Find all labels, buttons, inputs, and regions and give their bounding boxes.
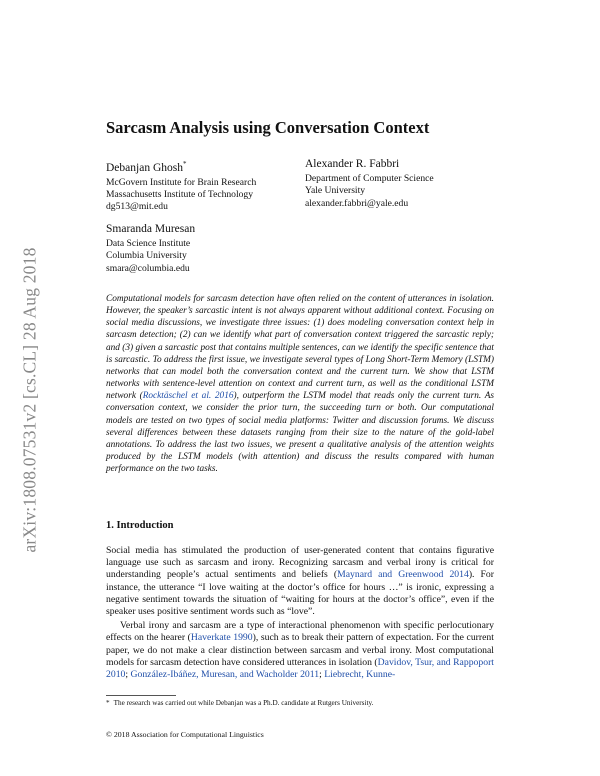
citation-link[interactable]: González-Ibáñez, Muresan, and Wacholder 2011 bbox=[130, 669, 320, 681]
citation-link[interactable]: Liebrecht, Kunne- bbox=[324, 669, 396, 681]
citation-link[interactable]: Maynard and Greenwood 2014 bbox=[337, 569, 469, 581]
author-block-2 bbox=[305, 157, 434, 210]
author-block-3 bbox=[106, 222, 195, 275]
author-name: Debanjan Ghosh* bbox=[106, 160, 187, 174]
body-text bbox=[106, 545, 494, 681]
author-email[interactable]: alexander.fabbri@yale.edu bbox=[305, 197, 409, 209]
author-affiliation: Data Science Institute bbox=[106, 238, 191, 249]
citation-link[interactable]: Davidov, Tsur, and Rappoport 2010 bbox=[106, 656, 494, 681]
author-affiliation: Columbia University bbox=[106, 250, 187, 262]
citation-link[interactable]: Haverkate 1990 bbox=[190, 632, 253, 644]
author-name: Alexander R. Fabbri bbox=[305, 158, 400, 170]
citation-link[interactable]: Rocktäschel et al. 2016 bbox=[142, 391, 234, 402]
footnote: * The research was carried out while Debanjan was a Ph.D. candidate at Rutgers University. bbox=[106, 699, 374, 707]
author-affiliation: Massachusetts Institute of Technology bbox=[106, 189, 254, 201]
footnote-divider bbox=[106, 695, 176, 696]
author-email[interactable]: smara@columbia.edu bbox=[106, 262, 190, 274]
section-heading: 1. Introduction bbox=[106, 520, 174, 531]
paragraph: Verbal irony and sarcasm are a type of interactional phenomenon with specific perlocutionary effects on the hearer (Haverkate 1990), such as to break their pattern of expectation. For the current paper, we do not make a clear distinction between sarcasm and verbal irony. Most computational models for sarcasm detection have considered utterances in isolation (Davidov, Tsur, and Rappoport 2010; González-Ibáñez, Muresan, and Wacholder 2011; Liebrecht, Kunne- bbox=[106, 620, 494, 681]
author-email[interactable]: dg513@mit.edu bbox=[106, 201, 168, 213]
abstract: Computational models for sarcasm detection have often relied on the content of utterances in isolation. However, the speaker’s sarcastic intent is not always apparent without additional context. Focusing on social media discussions, we investigate three issues: (1) does modeling conversation context help in sarcasm detection; (2) can we identify what part of conversation context triggered the sarcastic reply; and (3) given a sarcastic post that contains multiple sentences, can we identify the specific sentence that is sarcastic. To address the first issue, we investigate several types of Long Short-Term Memory (LSTM) networks that can model both the conversation context and the current turn. We show that LSTM networks with sentence-level attention on context and current turn, as well as the conditional LSTM network (Rocktäschel et al. 2016), outperform the LSTM model that reads only the current turn. As conversation context, we consider the prior turn, the succeeding turn or both. Our computational models are tested on two types of social media platforms: Twitter and discussion forums. We discuss several differences between these datasets ranging from their size to the nature of the gold-label annotations. To address the last two issues, we present a qualitative analysis of the attention weights produced by the LSTM models (with attention) and discuss the results compared with human performance on the two tasks. bbox=[106, 294, 495, 475]
author-affiliation: Yale University bbox=[305, 185, 366, 197]
author-name: Smaranda Muresan bbox=[106, 223, 196, 235]
author-block-1 bbox=[106, 157, 256, 214]
footnote-marker: * bbox=[106, 699, 110, 707]
paragraph: Social media has stimulated the production of user-generated content that contains figurative language use such as sarcasm and irony. Recognizing sarcasm and verbal irony is critical for understanding people’s actual sentiments and beliefs (Maynard and Greenwood 2014). For instance, the utterance “I love waiting at the doctor’s office for hours …” is ironic, expressing a negative sentiment towards the situation of “waiting for hours at the doctor’s office”, even if the speaker uses positive sentiment words such as “love”. bbox=[106, 545, 494, 618]
arxiv-identifier: arXiv:1808.07531v2 [cs.CL] 28 Aug 2018 bbox=[19, 247, 40, 553]
copyright-notice: © 2018 Association for Computational Linguistics bbox=[106, 730, 264, 739]
footnote-marker: * bbox=[182, 160, 187, 168]
paper-title: Sarcasm Analysis using Conversation Context bbox=[106, 118, 430, 137]
author-affiliation: McGovern Institute for Brain Research bbox=[106, 176, 257, 188]
author-affiliation: Department of Computer Science bbox=[305, 173, 434, 184]
